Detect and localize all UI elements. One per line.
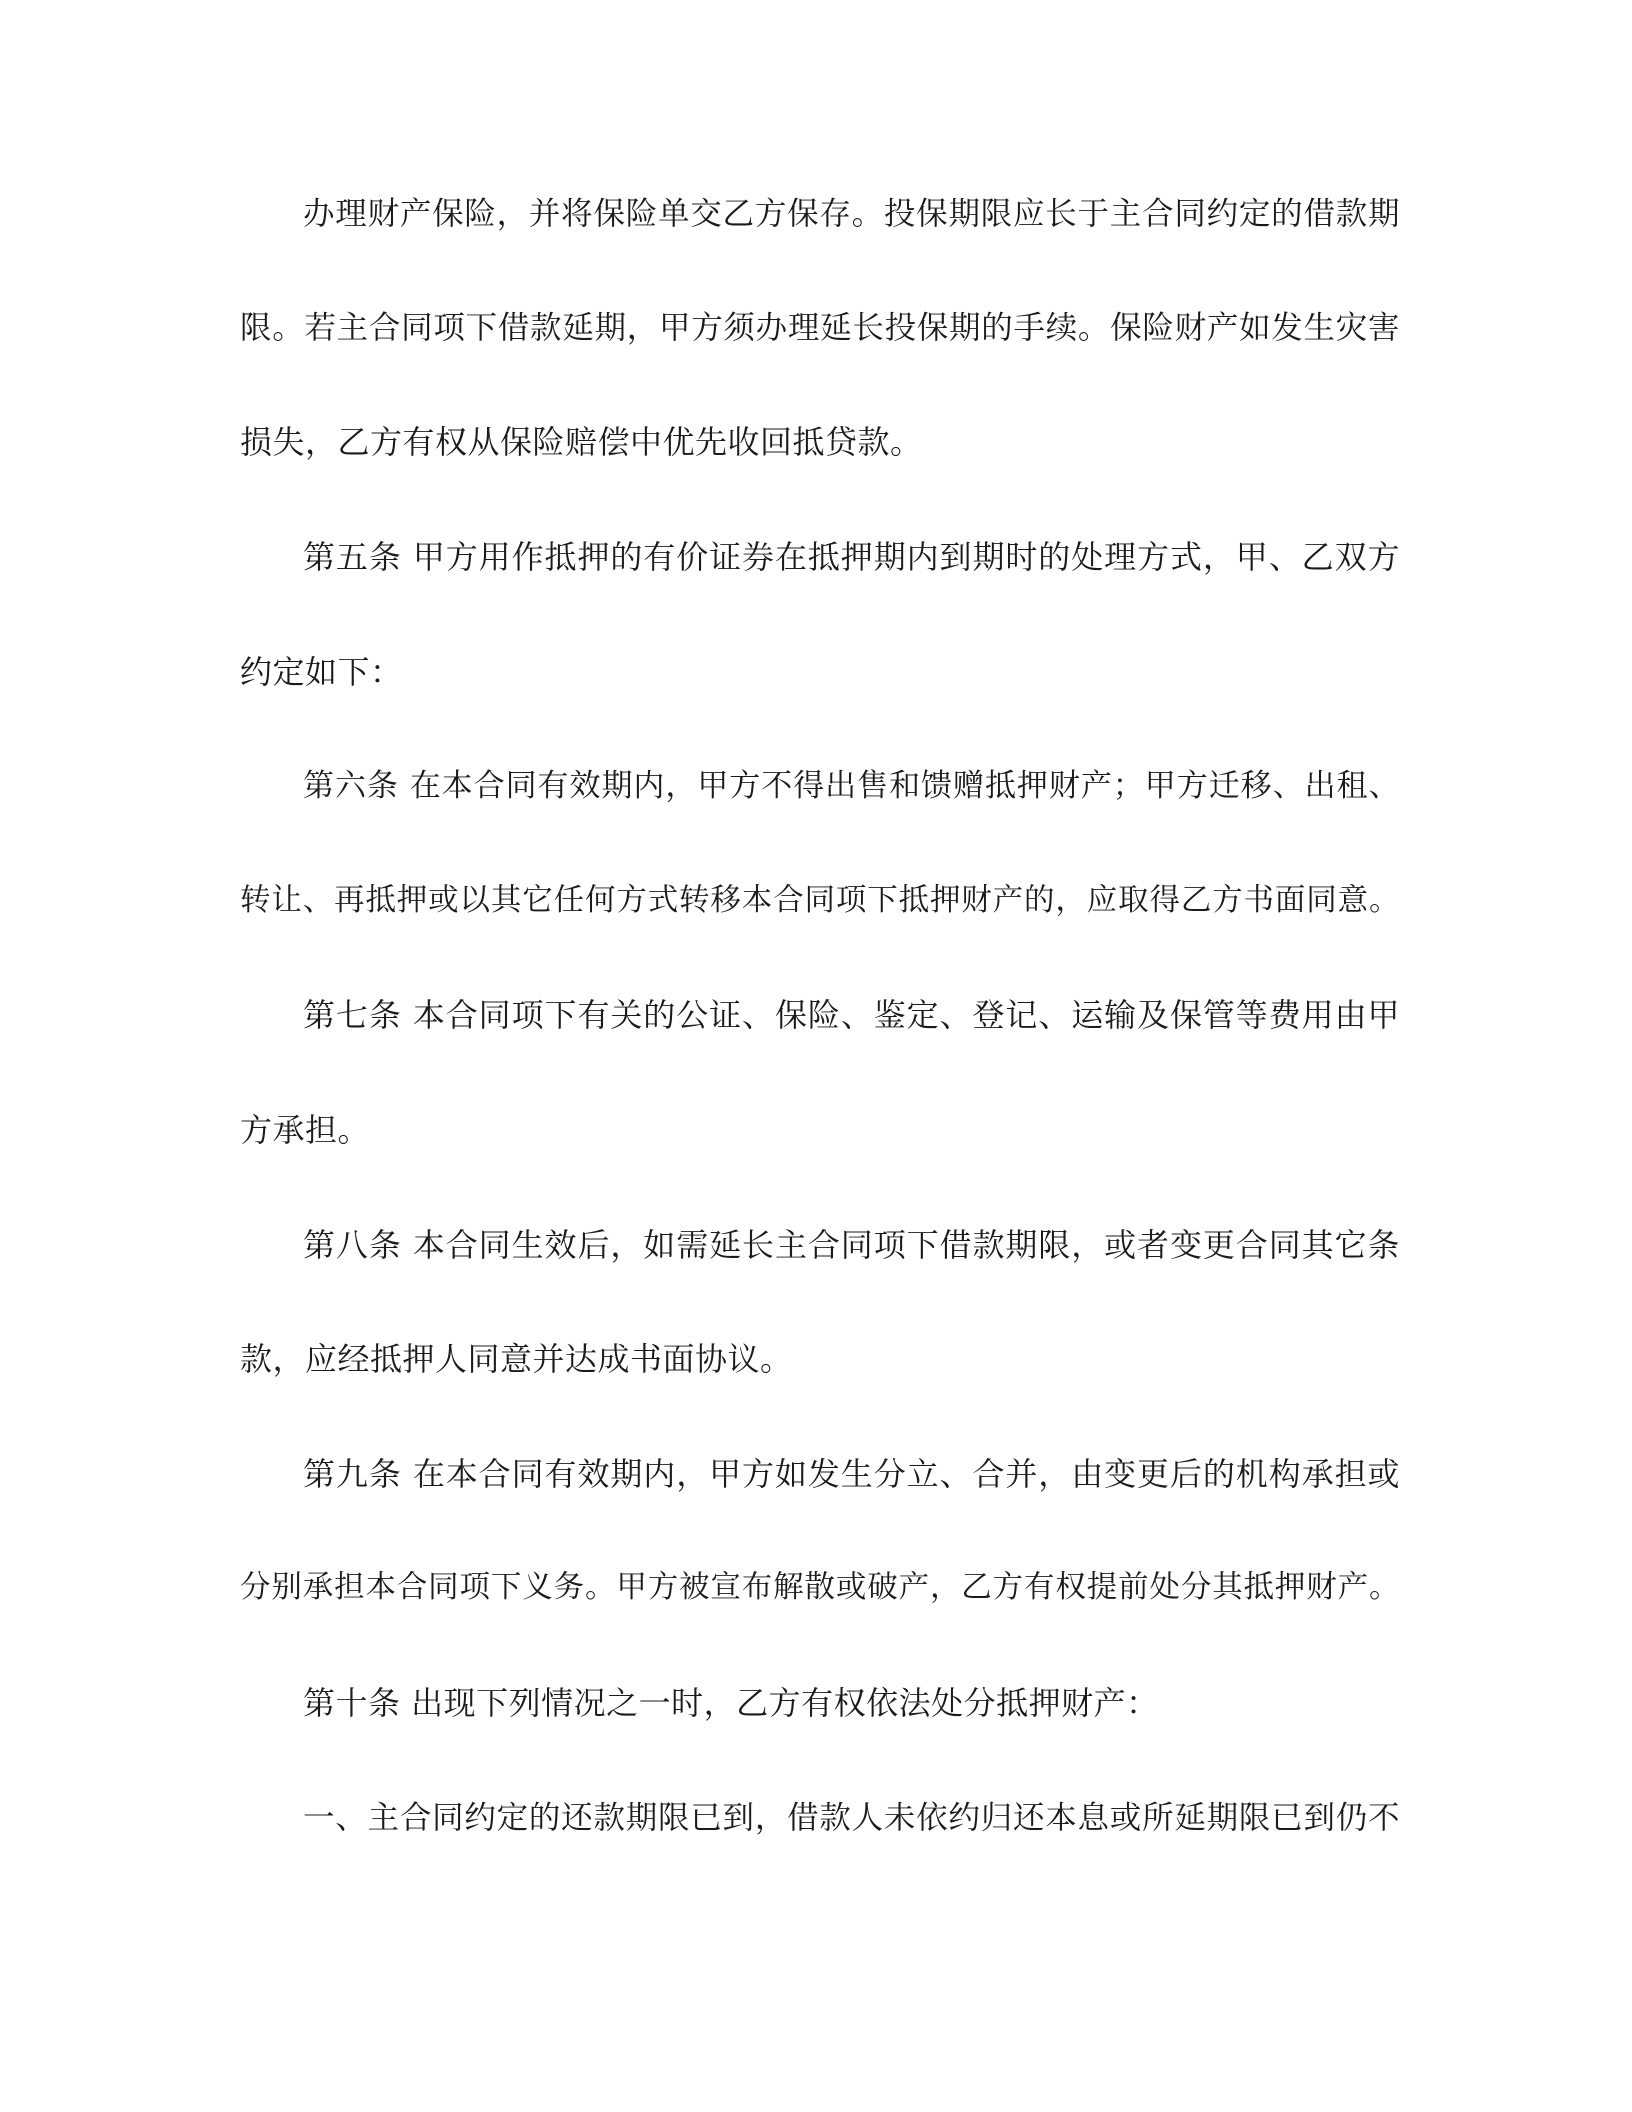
text-line: 损失，乙方有权从保险赔偿中优先收回抵贷款。 [240,423,923,461]
text-line: 第六条 在本合同有效期内，甲方不得出售和馈赠抵押财产；甲方迁移、出租、 [303,768,1400,804]
text-line: 第八条 本合同生效后，如需延长主合同项下借款期限，或者变更合同其它条 [303,1226,1400,1264]
text-line: 方承担。 [240,1111,371,1149]
text-line: 约定如下： [240,653,403,691]
text-line: 限。若主合同项下借款延期，甲方须办理延长投保期的手续。保险财产如发生灾害 [240,310,1400,346]
text-line: 一、主合同约定的还款期限已到，借款人未依约归还本息或所延期限已到仍不 [303,1800,1400,1836]
text-line: 第七条 本合同项下有关的公证、保险、鉴定、登记、运输及保管等费用由甲 [303,996,1400,1034]
text-line: 第五条 甲方用作抵押的有价证券在抵押期内到期时的处理方式，甲、乙双方 [303,538,1400,576]
text-line: 款，应经抵押人同意并达成书面协议。 [240,1340,793,1378]
text-line: 第九条 在本合同有效期内，甲方如发生分立、合并，由变更后的机构承担或 [303,1455,1400,1493]
text-line: 第十条 出现下列情况之一时，乙方有权依法处分抵押财产： [303,1684,1159,1722]
text-line: 办理财产保险，并将保险单交乙方保存。投保期限应长于主合同约定的借款期 [303,196,1400,232]
text-line: 分别承担本合同项下义务。甲方被宣布解散或破产，乙方有权提前处分其抵押财产。 [240,1570,1400,1605]
text-line: 转让、再抵押或以其它任何方式转移本合同项下抵押财产的，应取得乙方书面同意。 [240,883,1400,918]
